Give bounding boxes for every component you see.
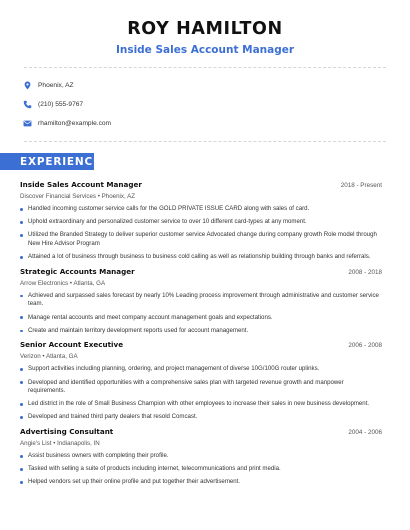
job-bullet: Helped vendors set up their online profile and put together their advertisement. xyxy=(20,478,382,487)
job-location: Atlanta, GA xyxy=(45,353,78,361)
job-bullet: Attained a lot of business through business to business cold calling as well as relationship building through banks and referrals. xyxy=(20,253,382,262)
job-dates: 2006 - 2008 xyxy=(348,342,382,350)
job-bullet: Create and maintain territory development reports used for account management. xyxy=(20,327,382,336)
job-location: Phoenix, AZ xyxy=(101,193,136,200)
job-bullets xyxy=(20,452,382,487)
experience-heading-text: EXPERIENCE xyxy=(20,155,101,168)
resume-header xyxy=(0,0,410,57)
contact-list xyxy=(0,68,410,133)
contact-location xyxy=(22,76,410,95)
job-bullet: Achieved and surpassed sales forecast by nearly 10% Leading process improvement through administrative and customer service team. xyxy=(20,292,382,309)
job-bullet: Led district in the role of Small Business Champion with other employees to increase their sales in new business development. xyxy=(20,400,382,409)
job-company-line xyxy=(20,352,382,361)
job-entry xyxy=(20,340,382,422)
contact-divider xyxy=(24,141,386,142)
job-bullet: Developed and trained third party dealers that resold Comcast. xyxy=(20,413,382,422)
experience-list xyxy=(0,170,410,487)
job-title: Advertising Consultant xyxy=(20,427,114,437)
job-company-line xyxy=(20,439,382,448)
contact-phone xyxy=(22,95,410,114)
job-bullet: Handled incoming customer service calls for the GOLD PRIVATE ISSUE CARD along with sales of card. xyxy=(20,205,382,214)
job-location: Atlanta, GA xyxy=(73,279,106,287)
job-company: Discover Financial Services xyxy=(20,193,96,200)
location-pin-icon xyxy=(22,81,32,91)
envelope-icon xyxy=(22,119,32,129)
job-bullet: Support activities including planning, ordering, and project management of diverse 10G/100G router uplinks. xyxy=(20,365,382,374)
job-separator: • xyxy=(53,440,56,448)
job-header xyxy=(20,267,382,278)
job-bullets xyxy=(20,205,382,262)
job-company: Arrow Electronics xyxy=(20,279,69,287)
job-company: Angie's List xyxy=(20,440,52,448)
job-entry xyxy=(20,180,382,262)
job-dates: 2004 - 2006 xyxy=(348,429,382,437)
contact-email xyxy=(22,114,410,133)
job-entry xyxy=(20,427,382,487)
job-bullet: Uphold extraordinary and personalized customer service to over 10 different card-types at any moment. xyxy=(20,218,382,227)
job-bullet: Utilized the Branded Strategy to deliver superior customer service Advocated change during company growth Role model through New Hire Advisor Program xyxy=(20,231,382,248)
job-separator: • xyxy=(69,279,73,287)
job-bullets xyxy=(20,292,382,336)
job-location: Indianapolis, IN xyxy=(57,440,100,448)
job-title: Inside Sales Account Manager xyxy=(20,180,142,189)
phone-icon xyxy=(22,100,32,110)
job-bullet: Manage rental accounts and meet company account management goals and expectations. xyxy=(20,314,382,323)
job-entry xyxy=(20,267,382,336)
contact-location-text: Phoenix, AZ xyxy=(38,82,74,89)
job-company-line xyxy=(20,192,382,201)
candidate-title: Inside Sales Account Manager xyxy=(115,44,295,56)
experience-section-heading xyxy=(0,153,101,170)
job-bullet: Tasked with selling a suite of products including internet, telecommunications and print media. xyxy=(20,465,382,474)
job-title: Strategic Accounts Manager xyxy=(20,266,135,276)
job-header xyxy=(20,427,382,438)
job-bullets xyxy=(20,365,382,422)
job-company: Verizon xyxy=(20,353,41,361)
job-separator: • xyxy=(97,193,100,200)
job-dates: 2008 - 2018 xyxy=(348,268,382,276)
job-dates: 2018 - Present xyxy=(340,182,382,189)
job-bullet: Assist business owners with completing their profile. xyxy=(20,452,382,461)
candidate-name: ROY HAMILTON xyxy=(127,19,283,39)
job-company-line xyxy=(20,279,382,288)
contact-email-text: rhamilton@example.com xyxy=(38,120,112,127)
job-header xyxy=(20,340,382,351)
contact-phone-text: (210) 555-9767 xyxy=(38,101,84,108)
job-separator: • xyxy=(42,353,45,361)
job-title: Senior Account Executive xyxy=(20,340,124,350)
job-bullet: Developed and identified opportunities with a comprehensive sales plan with targeted revenue growth and manpower requirements. xyxy=(20,379,382,396)
job-header xyxy=(20,180,382,191)
